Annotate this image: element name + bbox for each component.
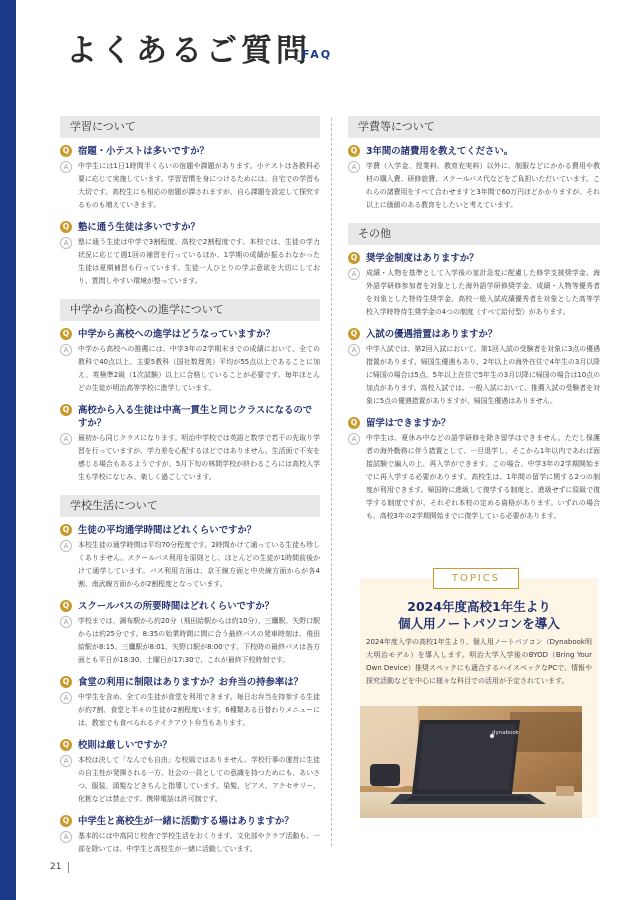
answer-row: [348, 267, 600, 319]
question-badge-icon: Q: [60, 524, 72, 536]
topics-heading: [362, 598, 596, 632]
faq-item: [348, 417, 600, 523]
question-text: 宿題・小テストは多いですか？: [78, 146, 209, 157]
section-header: その他: [348, 223, 600, 245]
faq-item: [348, 145, 600, 212]
page-number-rule: [68, 862, 69, 873]
topics-heading-line2: 個人用ノートパソコンを導入: [398, 616, 560, 631]
question-text: 食堂の利用に制限はありますか？お弁当の持参率は？: [78, 677, 304, 688]
question-row: [60, 739, 320, 752]
question-row: [60, 221, 320, 234]
question-badge-icon: Q: [60, 328, 72, 340]
answer-text: 中学から高校への推薦には、中学3年の2学期末までの成績において、全ての教科で40点以上、主要5教科（国社数理英）平均が55点以上であることに加え、英検準2級（1次試験）以上に合格していることが必要です。毎年ほとんどの生徒が明治高等学校に進学しています。: [78, 345, 320, 392]
column-divider: [331, 118, 332, 846]
topics-label: TOPICS: [433, 568, 519, 589]
question-text: スクールバスの所要時間はどれくらいですか？: [78, 601, 275, 612]
answer-text: 中学生を含め、全ての生徒が食堂を利用できます。毎日お弁当を持参する生徒が約7割、食堂と半々の生徒が2割程度います。6種類ある日替わりメニューには、教室でも食べられるテイクアウト弁当もあります。: [78, 693, 320, 727]
answer-text: 基本的には中高同じ校舎で学校生活をおくります。文化部やクラブ活動も、一部を除いては、中学生と高校生が一緒に活動しています。: [78, 832, 320, 853]
question-row: [348, 328, 600, 341]
answer-row: [60, 432, 320, 484]
left-column: [60, 116, 320, 865]
answer-text: 中学入試では、第2回入試において、第1回入試の受験者を対象に3点の優遇措置があります。帰国生優遇もあり、2年以上の海外在住で4年生の3月以降に帰国の場合は5点、5年以上在住で5年生の3月以降に帰国の場合は10点の加点があります。高校入試では、一般入試において、推薦入試の受験者を対象に5点の優遇措置がありますが、帰国生優遇はありません。: [366, 345, 600, 405]
question-badge-icon: Q: [60, 815, 72, 827]
question-badge-icon: Q: [348, 328, 360, 340]
left-accent-bar: [0, 0, 16, 900]
answer-text: 本校生徒の通学時間は平均70分程度です。2時間かけて通っている生徒も珍しくありません。スクールバス利用を原則とし、ほとんどの生徒が1時間前後かけて通学しています。バス利用方面は、京王線方面と中央線方面からが各4割、南武線方面からが2割程度となっています。: [78, 541, 320, 588]
faq-item: [60, 815, 320, 856]
question-text: 校則は厳しいですか？: [78, 740, 172, 751]
faq-item: [348, 328, 600, 408]
faq-item: [60, 404, 320, 484]
question-text: 奨学金制度はありますか？: [366, 253, 479, 264]
answer-badge-icon: A: [348, 344, 360, 356]
faq-item: [348, 252, 600, 319]
question-row: [348, 145, 600, 158]
answer-row: [60, 615, 320, 667]
question-text: 留学はできますか？: [366, 418, 451, 429]
question-text: 3年間の諸費用を教えてください。: [366, 146, 514, 157]
section-header: 中学から高校への進学について: [60, 299, 320, 321]
answer-row: [348, 160, 600, 212]
laptop-brand: dynabook: [492, 730, 520, 736]
answer-row: [60, 343, 320, 395]
answer-badge-icon: A: [60, 433, 72, 445]
answer-text: 学費（入学金、授業料、教育充実料）以外に、制服などにかかる費用や教材の購入費、研修旅費、スクールバス代などをご負担いただいています。これらの諸費用をすべて合わせますと3年間で60万円ほどかかりますが、それ以上に価値のある教育をしたいと考えています。: [366, 162, 600, 209]
answer-badge-icon: A: [60, 831, 72, 843]
answer-badge-icon: A: [60, 755, 72, 767]
answer-row: [60, 236, 320, 288]
question-badge-icon: Q: [60, 600, 72, 612]
question-text: 生徒の平均通学時間はどれくらいですか？: [78, 525, 257, 536]
question-row: [60, 815, 320, 828]
question-badge-icon: Q: [348, 417, 360, 429]
question-text: 入試の優遇措置はありますか？: [366, 329, 498, 340]
question-badge-icon: Q: [348, 145, 360, 157]
section-header: 学費等について: [348, 116, 600, 138]
question-row: [60, 600, 320, 613]
answer-row: [60, 754, 320, 806]
topics-body: 2024年度入学の高校1年生より、個人用ノートパソコン（Dynabook明大明治モデル）を導入します。明治大学入学後のBYOD（Bring Your Own Device）推奨スペックにも適合するハイスペックなPCで、情報や探究活動などを中心に様々な科目での活用が予定されています。: [366, 638, 592, 685]
faq-item: [60, 600, 320, 667]
answer-badge-icon: A: [60, 161, 72, 173]
page-number: 21: [50, 862, 62, 872]
section-header: 学習について: [60, 116, 320, 138]
right-column: [348, 116, 600, 532]
topics-heading-line1: 2024年度高校1年生より: [407, 599, 551, 614]
section-header: 学校生活について: [60, 495, 320, 517]
answer-text: 中学生は、夏休み中などの語学研修を除き留学はできません。ただし保護者の海外勤務に伴う措置として、一旦退学し、そこから1年以内であれば面接試験で編入の上、再入学ができます。この場合、中学3年の2学期開始までに再入学する必要があります。高校生は、1年間の留学に関する2つの制度が利用できます。帰国時に進級して復学する制度と、進級せずに原級で復学する制度ですが、それぞれ本校の定める資格があります。いずれの場合も、高校3年の2学期開始までに復学している必要があります。: [366, 434, 600, 520]
faq-item: [60, 221, 320, 288]
question-row: [348, 252, 600, 265]
question-row: [60, 524, 320, 537]
question-text: 中学生と高校生が一緒に活動する場はありますか？: [78, 816, 294, 827]
answer-badge-icon: A: [348, 268, 360, 280]
answer-row: [348, 343, 600, 408]
answer-badge-icon: A: [60, 237, 72, 249]
answer-text: 学校までは、調布駅から約20分（飛田給駅からは約10分）、三鷹駅、矢野口駅からは約25分です。8:35の始業時間に間に合う最終バスの発車時刻は、飛田給駅が8:15、三鷹駅が8:01、矢野口駅が8:00です。下校時の最終バスは各方面とも平日が18:30、土曜日が17:30で、これが最終下校時刻です。: [78, 617, 320, 664]
answer-row: [60, 160, 320, 212]
answer-text: 成績・人物を基準として入学後の家計急変に配慮した修学支援奨学金、海外語学研修参加者を対象とした海外語学研修奨学金、成績・人物等優秀者を対象とした特待生奨学金、高校一般入試成績優秀者を対象とした高等学校入学時特待生奨学金の4つの制度（すべて給付型）があります。: [366, 269, 600, 316]
answer-text: 中学生には1日1時間半くらいの宿題や課題があります。小テストは各教科必要に応じて実施しています。学習習慣を身につけるためには、自宅での学習も大切です。高校生にも相応の宿題が課されますが、自ら課題を設定して探究するものも増えていきます。: [78, 162, 320, 209]
question-badge-icon: Q: [60, 145, 72, 157]
answer-text: 塾に通う生徒は中学で3割程度、高校で2割程度です。本校では、生徒の学力状況に応じて週1回の補習を行っているほか、1学期の成績が振るわなかった生徒は夏期補習も行っています。生徒一人ひとりの学ぶ意欲を大切にしており、質問しやすい環境が整っています。: [78, 238, 320, 285]
faq-item: [60, 524, 320, 591]
answer-text: 最初から同じクラスになります。明治中学校では英語と数学で若干の先取り学習を行っていますが、学力差を心配するほどではありません。生活面で不安を感じる場合もあるようですが、5月下旬の林間学校が終わるころには高校入学生も学校になじみ、楽しく過ごしています。: [78, 434, 320, 481]
answer-row: [60, 830, 320, 856]
answer-badge-icon: A: [60, 344, 72, 356]
question-row: [348, 417, 600, 430]
faq-item: [60, 676, 320, 730]
question-text: 中学から高校への進学はどうなっていますか？: [78, 329, 275, 340]
question-row: [60, 328, 320, 341]
answer-badge-icon: A: [60, 540, 72, 552]
answer-badge-icon: A: [60, 692, 72, 704]
laptop-photo: [360, 706, 582, 818]
question-row: [60, 676, 320, 689]
question-badge-icon: Q: [60, 404, 72, 416]
answer-row: [348, 432, 600, 523]
answer-badge-icon: A: [348, 433, 360, 445]
answer-row: [60, 539, 320, 591]
question-text: 塾に通う生徒は多いですか？: [78, 222, 200, 233]
answer-badge-icon: A: [60, 616, 72, 628]
question-text: 高校から入る生徒は中高一貫生と同じクラスになるのですか？: [78, 405, 313, 429]
page-title: よくあるご質問: [66, 33, 311, 69]
answer-badge-icon: A: [348, 161, 360, 173]
faq-item: [60, 145, 320, 212]
question-badge-icon: Q: [348, 252, 360, 264]
faq-item: [60, 328, 320, 395]
question-row: [60, 404, 320, 430]
answer-text: 本校は決して「なんでも自由」な校風ではありません。学校行事の運営に生徒の自主性が発揮される一方、社会の一員としての意識を持つためにも、あいさつ、服装、頭髪などきちんと指導しています。染髪、ピアス、アクセサリー、化粧などは禁止です。携帯電話は許可制です。: [78, 756, 320, 803]
question-badge-icon: Q: [60, 676, 72, 688]
question-badge-icon: Q: [60, 221, 72, 233]
laptop-illustration: [360, 706, 582, 818]
answer-row: [60, 691, 320, 730]
question-row: [60, 145, 320, 158]
faq-item: [60, 739, 320, 806]
page-subtitle: FAQ: [302, 48, 333, 61]
question-badge-icon: Q: [60, 739, 72, 751]
